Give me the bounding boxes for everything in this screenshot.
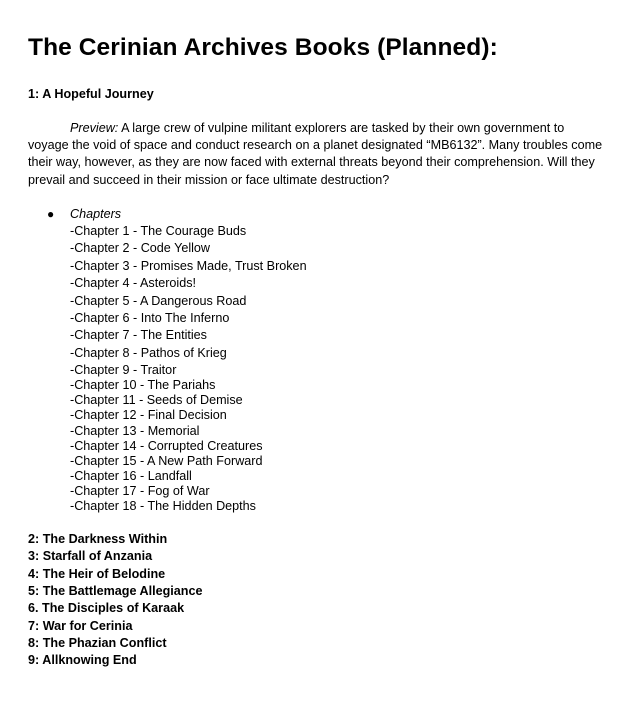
- book-heading: 5: The Battlemage Allegiance: [28, 584, 203, 598]
- chapter-item: -Chapter 11 - Seeds of Demise: [70, 393, 243, 407]
- book-heading: 9: Allknowing End: [28, 653, 137, 667]
- chapter-item: -Chapter 12 - Final Decision: [70, 408, 227, 422]
- chapter-item: -Chapter 7 - The Entities: [70, 328, 207, 342]
- chapter-item: -Chapter 1 - The Courage Buds: [70, 224, 247, 238]
- book-heading: 8: The Phazian Conflict: [28, 636, 167, 650]
- book-heading: 6. The Disciples of Karaak: [28, 601, 185, 615]
- book-1-heading: 1: A Hopeful Journey: [28, 87, 154, 101]
- chapter-item: -Chapter 2 - Code Yellow: [70, 241, 211, 255]
- chapter-item: -Chapter 5 - A Dangerous Road: [70, 294, 247, 308]
- preview-text: A large crew of vulpine militant explorers are tasked by their own government to voyage the void of space and conduct research on a planet designated “MB6132”. Many troubles come their way, however, as they are now faced with external threats beyond their comprehension. Will they prevail and succeed in their mission or face ultimate destruction?: [28, 121, 603, 187]
- chapter-item: -Chapter 10 - The Pariahs: [70, 378, 216, 392]
- chapter-item: -Chapter 6 - Into The Inferno: [70, 311, 230, 325]
- book-heading: 3: Starfall of Anzania: [28, 549, 153, 563]
- chapter-item: -Chapter 17 - Fog of War: [70, 484, 210, 498]
- document-title: The Cerinian Archives Books (Planned):: [28, 34, 498, 61]
- chapter-item: -Chapter 9 - Traitor: [70, 363, 177, 377]
- chapter-item: -Chapter 13 - Memorial: [70, 424, 200, 438]
- book-heading: 7: War for Cerinia: [28, 619, 133, 633]
- chapter-item: -Chapter 15 - A New Path Forward: [70, 454, 263, 468]
- chapters-bullet: ●: [47, 207, 55, 221]
- chapters-label: Chapters: [70, 207, 122, 221]
- preview-label: Preview:: [70, 121, 119, 135]
- chapter-item: -Chapter 4 - Asteroids!: [70, 276, 196, 290]
- chapter-item: -Chapter 8 - Pathos of Krieg: [70, 346, 227, 360]
- book-heading: 4: The Heir of Belodine: [28, 567, 166, 581]
- book-heading: 2: The Darkness Within: [28, 532, 168, 546]
- chapter-item: -Chapter 3 - Promises Made, Trust Broken: [70, 259, 307, 273]
- chapter-item: -Chapter 18 - The Hidden Depths: [70, 499, 256, 513]
- chapter-item: -Chapter 16 - Landfall: [70, 469, 192, 483]
- book-1-preview: [28, 120, 603, 189]
- chapter-item: -Chapter 14 - Corrupted Creatures: [70, 439, 263, 453]
